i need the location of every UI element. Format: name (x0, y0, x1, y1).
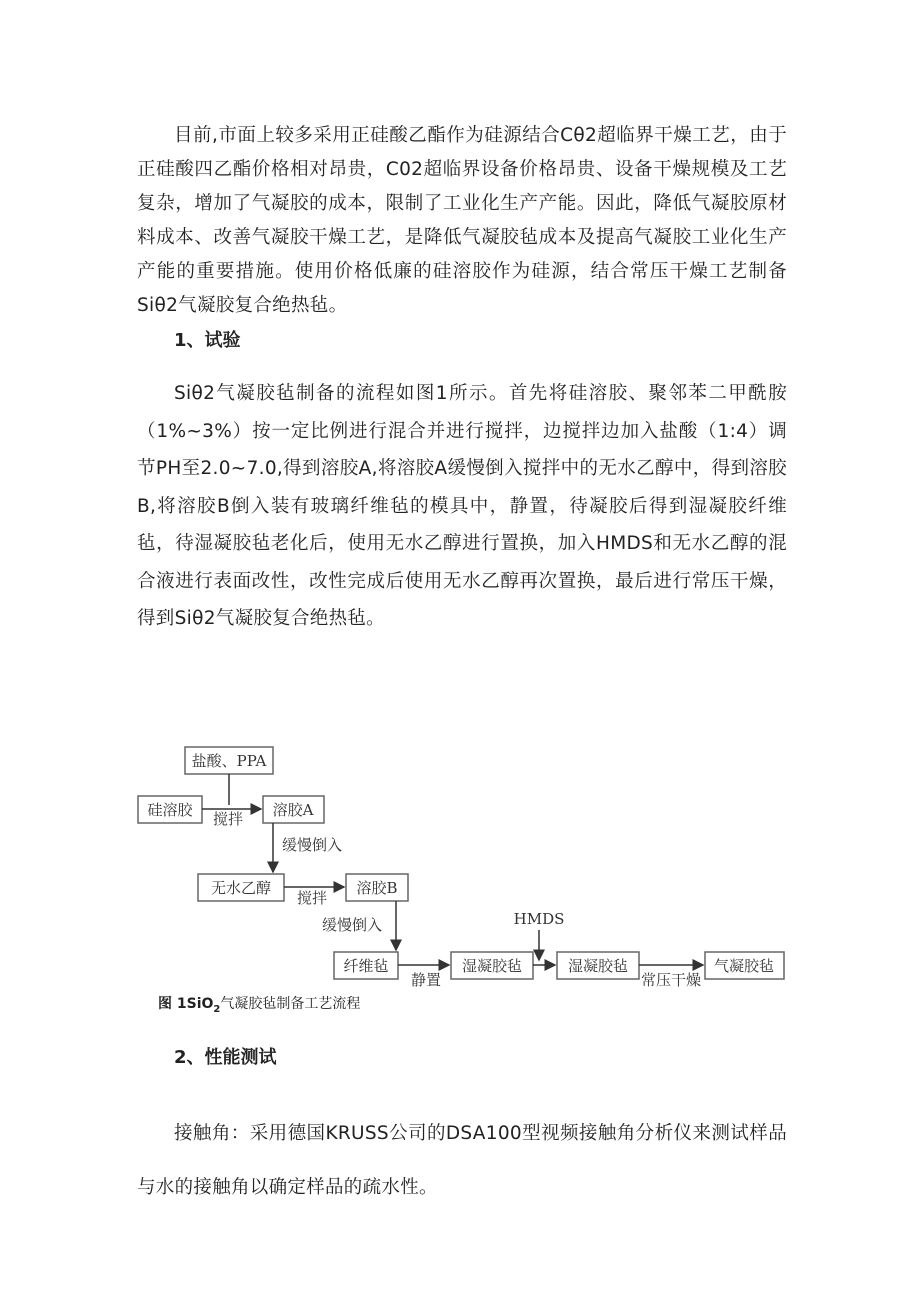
edge-label-stand: 静置 (410, 971, 442, 988)
node-aerogel-felt: 气凝胶毡 (713, 957, 775, 975)
edge-label-ambient-dry: 常压干燥 (640, 971, 702, 988)
node-fiber-felt: 纤维毡 (343, 957, 389, 975)
edge-label-slow-pour-2: 缓慢倒入 (321, 916, 383, 934)
node-hcl-ppa: 盐酸、PPA (191, 752, 267, 770)
node-sol-a: 溶胶A (272, 801, 314, 819)
figure-caption (158, 993, 360, 1015)
node-silica-sol: 硅溶胶 (147, 801, 193, 819)
edge-label-stir-1: 搅拌 (212, 810, 244, 828)
caption-subscript: 2 (213, 1003, 221, 1015)
node-sol-b: 溶胶B (356, 879, 398, 897)
node-ethanol: 无水乙醇 (210, 879, 272, 897)
node-hmds: HMDS (513, 910, 565, 928)
edge-label-stir-2: 搅拌 (296, 889, 328, 907)
contact-angle-paragraph: 接触角：采用德国KRUSS公司的DSA100型视频接触角分析仪来测试样品与水的接触角以确定样品的疏水性。 (137, 1123, 787, 1198)
node-wet-gel-felt-2: 湿凝胶毡 (567, 957, 629, 975)
node-wet-gel-felt: 湿凝胶毡 (461, 957, 523, 975)
intro-paragraph: 目前,市面上较多采用正硅酸乙酯作为硅源结合Cθ2超临界干燥工艺，由于正硅酸四乙酯价格相对昂贵，C02超临界设备价格昂贵、设备干燥规模及工艺复杂，增加了气凝胶的成本，限制了工业化生产产能。因此，降低气凝胶原材料成本、改善气凝胶干燥工艺，是降低气凝胶毡成本及提高气凝胶工业化生产产能的重要措施。使用价格低廉的硅溶胶作为硅源，结合常压干燥工艺制备Siθ2气凝胶复合绝热毡。 (137, 125, 787, 316)
section-heading-experiment: 1、试验 (174, 330, 241, 351)
experiment-paragraph: Siθ2气凝胶毡制备的流程如图1所示。首先将硅溶胶、聚邻苯二甲酰胺（1%~3%）按一定比例进行混合并进行搅拌，边搅拌边加入盐酸（1:4）调节PH至2.0~7.0,得到溶胶A,将溶胶A缓慢倒入搅拌中的无水乙醇中，得到溶胶B,将溶胶B倒入装有玻璃纤维毡的模具中，静置，待凝胶后得到湿凝胶纤维毡，待湿凝胶毡老化后，使用无水乙醇进行置换，加入HMDS和无水乙醇的混合液进行表面改性，改性完成后使用无水乙醇再次置换，最后进行常压干燥，得到Siθ2气凝胶复合绝热毡。 (137, 383, 787, 629)
caption-prefix: 图 1SiO (158, 996, 214, 1012)
edge-label-slow-pour-1: 缓慢倒入 (281, 836, 343, 854)
process-flow-diagram (130, 738, 800, 988)
section-heading-performance-test: 2、性能测试 (174, 1047, 277, 1068)
caption-suffix: 气凝胶毡制备工艺流程 (220, 996, 361, 1012)
